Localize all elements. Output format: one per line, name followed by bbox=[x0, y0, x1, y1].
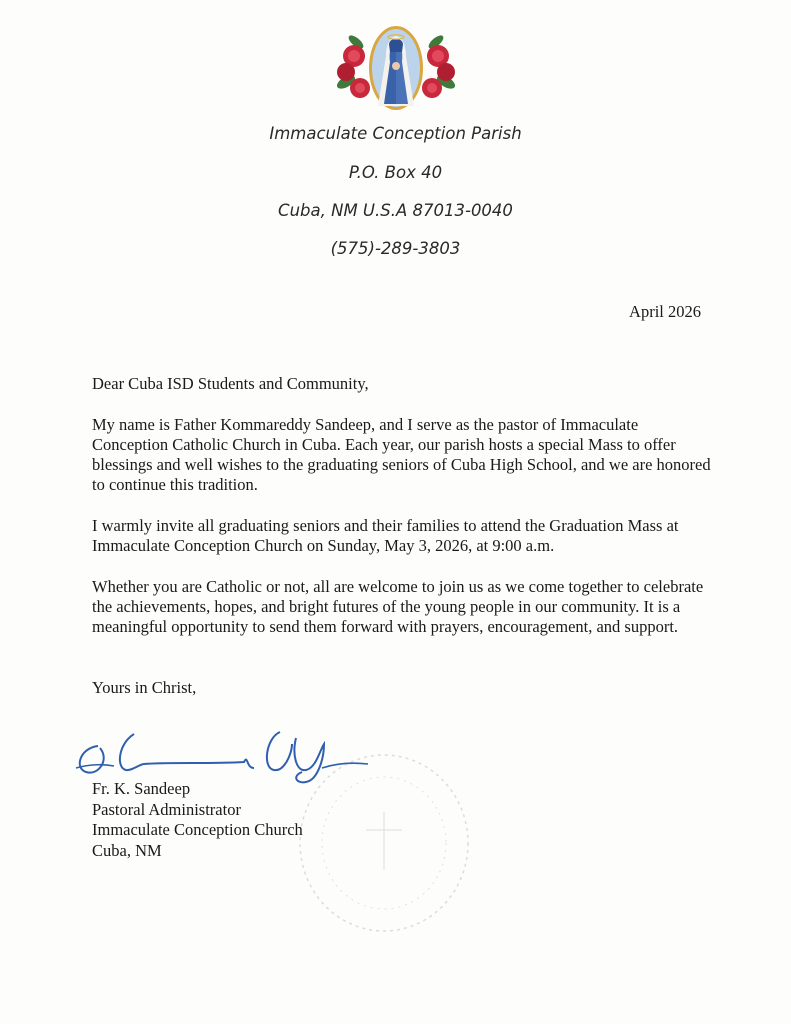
paragraph-invitation: I warmly invite all graduating seniors and their families to attend the Graduation Mass at Immaculate Conception Church on Sunday, May 3, 2026, at 9:00 a.m. bbox=[92, 516, 679, 555]
letter-date: April 2026 bbox=[629, 302, 701, 321]
closing: Yours in Christ, bbox=[92, 678, 197, 697]
signer-name: Fr. K. Sandeep bbox=[92, 779, 191, 798]
phone-number: (575)-289-3803 bbox=[330, 239, 461, 258]
signer-location: Cuba, NM bbox=[92, 840, 162, 860]
greeting: Dear Cuba ISD Students and Community, bbox=[92, 374, 369, 393]
city-address: Cuba, NM U.S.A 87013-0040 bbox=[278, 201, 513, 220]
signer-organization: Immaculate Conception Church bbox=[92, 820, 303, 839]
parish-name: Immaculate Conception Parish bbox=[269, 124, 522, 143]
handwritten-signature bbox=[70, 724, 370, 786]
po-box: P.O. Box 40 bbox=[348, 163, 443, 182]
paragraph-welcome: Whether you are Catholic or not, all are welcome to join us as we come together to celebrate the achievements, hopes, and bright futures of the young people in our community. It is a meaningful opportunity to send them forward with prayers, encouragement, and support. bbox=[92, 577, 704, 636]
paragraph-intro: My name is Father Kommareddy Sandeep, and I serve as the pastor of Immaculate Conception Catholic Church in Cuba. Each year, our parish hosts a special Mass to offer blessings and well wishes to the graduating seniors of Cuba High School, and we are honored to continue this tradition. bbox=[92, 415, 711, 494]
signer-title: Pastoral Administrator bbox=[92, 799, 241, 819]
signature-block bbox=[92, 779, 303, 861]
madonna-roses-logo bbox=[326, 22, 466, 114]
